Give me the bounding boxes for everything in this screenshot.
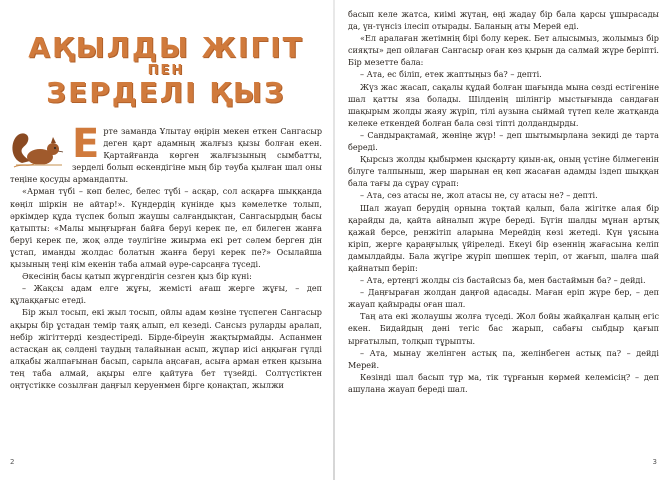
paragraph: Жүз жас жасап, сақалы құдай болған шағында мына сөзді естігеніне шал қатты яза болады. Шілденің шілінгір мыстығында сандаған шақырым жолды жаяу жүріп, тілі аузына сыймай түтеп келе жатқанда келеке еткендей болған бала сөзі тіпті долдандырды. — [348, 81, 659, 128]
right-page-text — [348, 8, 659, 395]
page-number: 3 — [652, 458, 657, 466]
page-number: 2 — [10, 458, 15, 466]
paragraph: – Сандырақтамай, жөніңе жүр! – деп шытымырлана зекиді де тарта береді. — [348, 129, 659, 153]
paragraph: Көзінді шал басып тұр ма, тік тұрғанын көрмей келемісің? – деп ашулана жауап береді шал. — [348, 371, 659, 394]
paragraph: Шал жауап берудің орнына тоқтай қалып, бала жігітке алая бір қарайды да, қайта айналып жүре береді. Бүгін шалды мұнан артық қажай берсе, ренжітіп аларына Мерейдің көзі жетеді. Күн ұясына кіріп, жерге қараңғылық үйіреледі. Екеуі бір өзеннің жағасына келіп дамылдайды. Бала жүгіре жүріп шөпшек теріп, от жағып, шалға шай қайнатып беріп: — [348, 202, 659, 273]
drop-cap: Е — [72, 121, 100, 167]
paragraph: – Ата, мынау желінген астық па, желінбеген астық па? – дейді Мерей. — [348, 347, 659, 370]
paragraph: – Ата, ертеңгі жолды сіз бастайсыз ба, мен бастаймын ба? – дейді. — [360, 275, 646, 286]
paragraph: рте заманда Ұлытау өңірін мекен еткен Сангасыр деген қарт адамның жалғыз қызы болған екен. Қартайғанда көрген жалғызының сымбатты, зерделі болып өскендігіне мың бір тәуба қылған шал оны теңіне қосуды армандапты. — [10, 126, 322, 185]
story-title-line-1: АҚЫЛДЫ ЖІГІТ — [28, 31, 304, 64]
squirrel-icon — [8, 129, 68, 169]
story-title-line-2: ПЕН — [147, 63, 185, 78]
paragraph: – Жақсы адам елге жұғы, жемісті ағаш жерге жұғы, – деп құлаққағыс етеді. — [10, 283, 322, 306]
paragraph: Таң ата екі жолаушы жолға түседі. Жол бойы жайқалған қалың егіс екен. Бидайдың дәні тегіс бас жарып, сабағы сыбдыр қағып ырғатылып, толқып тұрыпты. — [348, 311, 659, 346]
paragraph: басып келе жатса, киімі жүтаң, өңі жадау бір бала қарсы ұшырасады да, үн-түнсіз ілесіп отырады. Баланың аты Мерей еді. — [348, 9, 659, 32]
right-page — [335, 0, 669, 480]
paragraph: Қырсыз жолды қыбырмен қысқарту қиын-ақ, оның үстіне білмегенін білуге талпыныш, жер шарынан ең көп жасаған адамды іздеп шыққан бала тағы да сұрау сұрап: — [348, 154, 659, 189]
left-page — [0, 0, 334, 480]
paragraph: – Ата, сөз атасы не, жол атасы не, су атасы не? – депті. — [360, 190, 598, 201]
paragraph: «Арман түбі – көп белес, белес түбі – асқар, сол асқарға шыққанда көңіл шіркін не айтар!». Күндердің күнінде қыз кәмелетке толып, әркімдер құда түспек болып жаушы салғандықтан, Сангасырдың басы қатыпты: «Малы мыңғырған байға беруі керек пе, ел билеген жанға беруі керек пе, жоқ әлде тәулігіне жиырма екі рет сәлем берген дін ұстап, иманды жолдас болатын жанға беруі керек пе?» Осылайша қызының теңі кім екенін таба алмай әуре-сарсаңға түседі. — [10, 186, 322, 270]
paragraph: Әкесінің басы қатып жүргендігін сезген қыз бір күні: — [22, 271, 252, 282]
paragraph: «Ел аралаған жетімнің бірі болу керек. Бет алысымыз, жолымыз бір сияқты» деп ойлаған Сангасыр оған көз қырын да салмай жүре беріпті. Бір мезетте бала: — [348, 33, 659, 68]
paragraph: Бір жыл тосып, екі жыл тосып, ойлы адам көзіне түспеген Сангасыр ақыры бір ұстадан темір таяқ алып, ел кезеді. Сансыз руларды аралап, небір жігіттерді кездестіреді. Бірде-біреуін жақтырмайды. Аспанмен астасқан ақ сәлдені таудың талайынан асып, жұпар иісі аңқыған гүлді алқабы жалпағынан басып, сарыла аңсаған, асыға арман еткен қызына тең таба алмай, ақыры елге қайтуға бет түзейді. Солтүстіктен оңтүстікке созылған даңғыл керуенмен бірге қонақтап, жылжи — [10, 307, 322, 390]
story-title-line-3: ЗЕРДЕЛІ ҚЫЗ — [46, 76, 286, 109]
paragraph: – Даңғыраған жолдан даңғой адасады. Маған еріп жүре бер, – деп жауап қайырады оған шал. — [348, 287, 659, 310]
left-page-text — [10, 121, 322, 391]
paragraph: – Ата, ес біліп, етек жаптыңыз ба? – депті. — [360, 69, 542, 80]
